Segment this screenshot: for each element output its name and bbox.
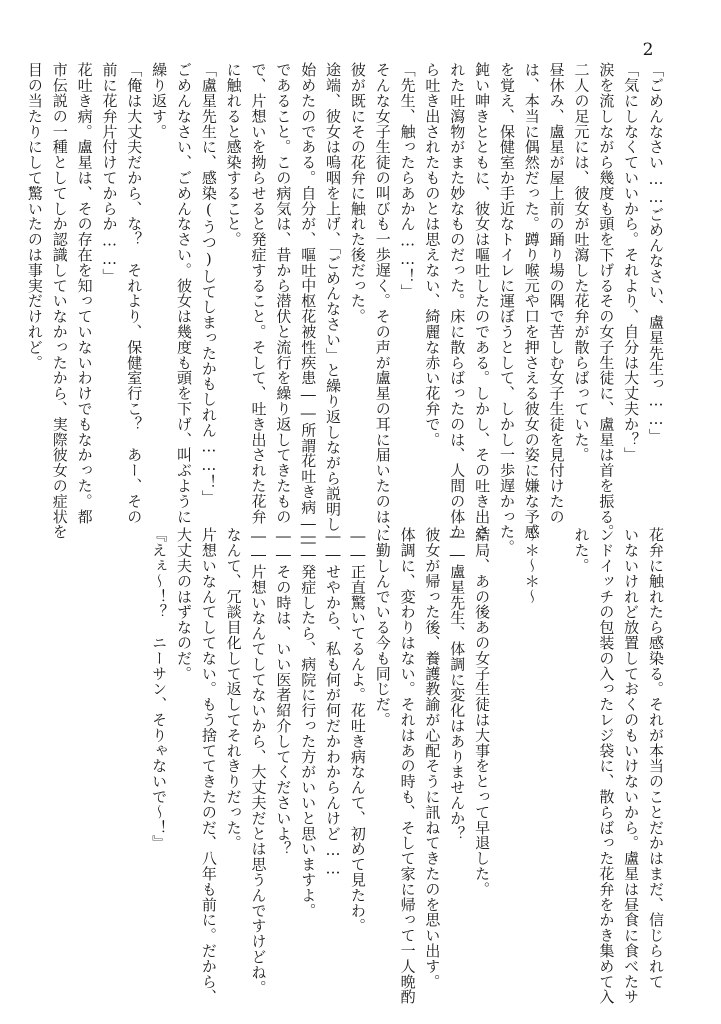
text-line: 『えぇ〜！？ ニーサン、そりゃないで〜！』 (150, 527, 169, 851)
text-line: ら吐き出されたものとは思えない、綺麗な赤い花弁で。 (423, 62, 442, 447)
text-line: に勤しんでいる今も同じだ。 (373, 527, 392, 728)
text-line: 途端、彼女は嗚咽を上げ、「ごめんなさい」と繰り返しながら説明し (324, 62, 343, 532)
text-line: 前に花弁片付けてからか……」 (100, 62, 119, 284)
text-line: 涙を流しながら幾度も頭を下げるその女子生徒に、盧星は首を振る。 (597, 62, 616, 540)
text-line: ――盧星先生、体調に変化はありませんか？ (448, 527, 467, 841)
upper-text-block (25, 62, 668, 555)
text-line: に触れると感染すること。 (224, 62, 243, 247)
text-line: 二人の足元には、彼女が吐瀉した花弁が散らばっていた。 (572, 62, 591, 463)
text-line: 結局、あの後あの女子生徒は大事をとって早退した。 (473, 527, 492, 897)
text-line: 「先生、触ったらあかん……！」 (398, 62, 417, 299)
text-line (544, 527, 569, 967)
text-line: ――発症したら、病院に行った方がいいと思いますよ。 (299, 527, 318, 918)
text-line: ――その時は、いい医者紹介してくださいよ？ (274, 527, 293, 857)
text-line: 「ごめんなさい……ごめんなさい、盧星先生っ……」 (647, 62, 665, 444)
text-line: で、片想いを拗らせると発症すること。そして、吐き出された花弁 (249, 62, 268, 524)
text-line (494, 527, 519, 967)
text-line: 「俺は大丈夫だから、な？ それより、保健室行こ？ あー、その (125, 62, 144, 524)
text-line: ごめんなさい、ごめんなさい。彼女は幾度も頭を下げ、叫ぶように (174, 62, 193, 524)
text-line: ――片想いなんてしてないから、大丈夫だとは思うんですけどね。 (249, 527, 268, 995)
text-line: 繰り返す。 (150, 62, 169, 139)
text-line: 始めたのである。自分が、嘔吐中枢花被性疾患――所謂花吐き病―― (299, 62, 318, 552)
text-line: れた吐瀉物がまた妙なものだった。床に散らばったのは、人間の体か (448, 62, 467, 540)
text-line: 彼が既にその花弁に触れた後だった。 (348, 62, 367, 324)
text-line: 片想いなんてしてない。もう捨ててきたのだ、八年も前に。だから、 (199, 527, 218, 1005)
text-line: 市伝説の一種としてしか認識していなかったから、実際彼女の症状を (50, 62, 69, 540)
text-line: 「盧星先生に、感染(うつ)してしまったかもしれん……！」 (199, 62, 218, 506)
text-line: 体調に、変わりはない。それはあの時も、そして家に帰って一人晩酌 (398, 527, 417, 1005)
text-line: 目の当たりにして驚いたのは事実だけれど。 (25, 62, 44, 370)
text-line: いないけれど放置しておくのもいけないから。盧星は昼食に食べたサ (622, 527, 641, 1005)
text-line: ンドイッチの包装の入ったレジ袋に、散らばった花弁をかき集めて入 (597, 527, 616, 1005)
text-line: 鈍い呻きとともに、彼女は嘔吐したのである。しかし、その吐き出さ (473, 62, 492, 540)
text-line: 花吐き病。盧星は、その存在を知っていないわけでもなかった。都 (75, 62, 94, 524)
text-line: れた。 (572, 527, 591, 574)
text-line: なんて、冗談目化して返してそれきりだった。 (224, 527, 243, 851)
text-line: であること。この病気は、昔から潜伏と流行を繰り返してきたもの (274, 62, 293, 524)
text-line: を覚え、保健室か手近なトイレに運ぼうとして、しかし一歩遅かった。 (497, 62, 516, 555)
text-line: そんな女子生徒の叫びも一歩遅く。その声が盧星の耳に届いたのは、 (373, 62, 392, 540)
text-line: ――正直驚いてるんよ。花吐き病なんて、初めて見たわ。 (348, 527, 367, 934)
text-line: は、本当に偶然だった。蹲り喉元や口を押さえる彼女の姿に嫌な予感 (522, 62, 541, 540)
text-line: 「気にしなくていいから。それより、自分は大丈夫か？」 (622, 62, 641, 463)
text-line: 花弁に触れたら感染る。それが本当のことだかはまだ、信じられて (647, 527, 665, 989)
lower-text-block (108, 527, 668, 1005)
text-line: 大丈夫のはずなのだ。 (174, 527, 193, 681)
page-number: 2 (642, 40, 654, 60)
text-line: ～＊～＊～ (522, 527, 541, 604)
text-line: ――せやから、私も何が何だかわからんけど…… (324, 527, 343, 878)
text-line: 彼女が帰った後、養護教諭が心配そうに訊ねてきたのを思い出す。 (423, 527, 442, 989)
text-line: 昼休み、盧星が屋上前の踊り場の隅で苦しむ女子生徒を見付けたの (547, 62, 566, 524)
